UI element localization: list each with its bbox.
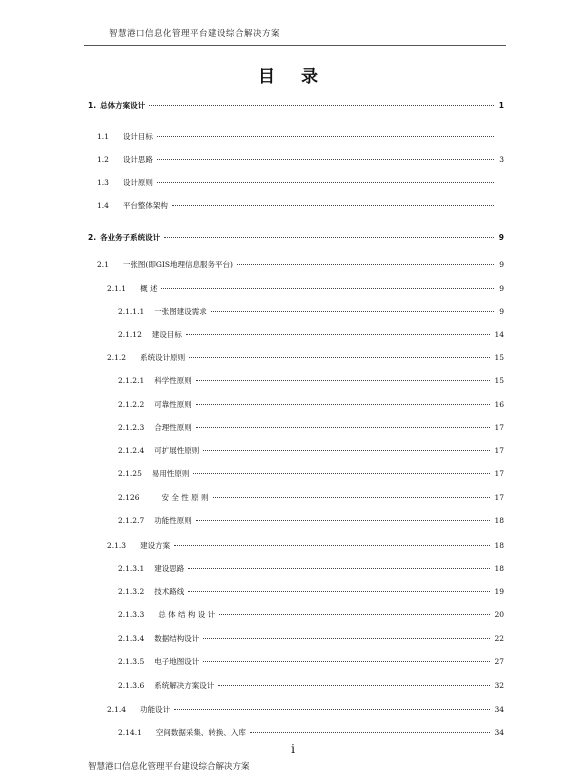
- toc-dot-leader: [203, 661, 490, 662]
- toc-entry-label: 概 述: [140, 284, 158, 293]
- toc-entry-label: 一张图建设需求: [154, 307, 207, 316]
- toc-entry-number: 2.14.1: [118, 728, 142, 737]
- toc-dot-leader: [218, 685, 490, 686]
- toc-entry-page: 3: [499, 155, 504, 164]
- toc-entry-label: 系统解决方案设计: [154, 681, 215, 690]
- toc-entry-page: 34: [494, 705, 504, 714]
- toc-dot-leader: [157, 136, 494, 137]
- toc-entry-label: 一张图(即GIS地理信息服务平台): [122, 260, 233, 269]
- toc-entry-number: 2.1.2.4: [118, 446, 145, 455]
- toc-entry[interactable]: [118, 516, 504, 526]
- toc-dot-leader: [186, 334, 491, 335]
- toc-entry-label: 建设目标: [151, 330, 182, 339]
- toc-entry-page: 19: [494, 587, 504, 596]
- toc-entry-number: 1.2: [97, 155, 109, 164]
- toc-dot-leader: [203, 450, 490, 451]
- toc-entry[interactable]: [118, 400, 504, 410]
- toc-entry-page: 15: [494, 353, 504, 362]
- toc-entry[interactable]: [118, 376, 504, 386]
- toc-entry[interactable]: [118, 469, 504, 479]
- toc-entry[interactable]: [118, 423, 504, 433]
- toc-entry-number: 2.1.3: [107, 541, 127, 550]
- toc-entry[interactable]: [118, 610, 504, 620]
- toc-entry-label: 总体方案设计: [100, 101, 146, 110]
- toc-entry-number: 2.1.1.1: [118, 307, 145, 316]
- toc-entry[interactable]: [97, 155, 504, 165]
- toc-entry-label: 电子地图设计: [154, 657, 200, 666]
- toc-entry-label: 总 体 结 构 设 计: [158, 610, 216, 619]
- toc-entry-number: 2.1.3.4: [118, 634, 145, 643]
- toc-entry[interactable]: [97, 132, 504, 142]
- toc-entry[interactable]: [118, 657, 504, 667]
- toc-entry-label: 功能性原则: [154, 516, 192, 525]
- toc-entry[interactable]: [107, 353, 504, 363]
- toc-entry[interactable]: [118, 493, 504, 503]
- toc-entry-number: 2.1.2: [107, 353, 127, 362]
- toc-entry-number: 2.1.3.1: [118, 564, 145, 573]
- toc-entry-page: 9: [499, 307, 504, 316]
- toc-entry-label: 系统设计原则: [140, 353, 186, 362]
- toc-entry-page: 18: [494, 564, 504, 573]
- toc-dot-leader: [250, 732, 491, 733]
- toc-entry-number: 1.3: [97, 178, 109, 187]
- toc-entry-number: 2.1.3.6: [118, 681, 145, 690]
- toc-entry-page: 9: [499, 284, 504, 293]
- toc-entry[interactable]: [118, 307, 504, 317]
- toc-dot-leader: [196, 380, 491, 381]
- toc-entry[interactable]: [118, 728, 504, 738]
- toc-entry-number: 1.1: [97, 132, 109, 141]
- toc-entry[interactable]: [97, 178, 504, 188]
- toc-entry-label: 设计思路: [122, 155, 153, 164]
- toc-dot-leader: [174, 709, 490, 710]
- toc-entry-number: 2.: [88, 233, 97, 242]
- toc-entry-page: 9: [498, 233, 504, 242]
- toc-entry-number: 2.1.12: [118, 330, 142, 339]
- toc-entry-page: 17: [494, 493, 504, 502]
- toc-entry-number: 1.4: [97, 201, 109, 210]
- toc-entry-page: 18: [494, 516, 504, 525]
- toc-entry-number: 2.1.3.2: [118, 587, 145, 596]
- toc-dot-leader: [164, 237, 494, 238]
- toc-dot-leader: [193, 473, 490, 474]
- toc-dot-leader: [161, 288, 494, 289]
- toc-dot-leader: [213, 497, 491, 498]
- toc-entry-page: 20: [494, 610, 504, 619]
- toc-entry-page: 17: [494, 423, 504, 432]
- toc-dot-leader: [157, 182, 494, 183]
- toc-entry-page: 18: [494, 541, 504, 550]
- toc-dot-leader: [196, 404, 491, 405]
- toc-dot-leader: [149, 105, 494, 106]
- toc-entry-page: 32: [494, 681, 504, 690]
- toc-entry-label: 平台整体架构: [122, 201, 168, 210]
- toc-entry-label: 易用性原则: [151, 469, 190, 478]
- toc-entry-label: 设计原则: [122, 178, 153, 187]
- toc-dot-leader: [219, 614, 490, 615]
- toc-entry[interactable]: [118, 564, 504, 574]
- toc-entry-page: 14: [494, 330, 504, 339]
- toc-entry-page: 27: [494, 657, 504, 666]
- toc-entry-page: 34: [494, 728, 504, 737]
- toc-entry[interactable]: [97, 201, 504, 211]
- toc-entry-label: 可靠性原则: [154, 400, 192, 409]
- toc-entry[interactable]: [118, 634, 504, 644]
- running-footer: 智慧港口信息化管理平台建设综合解决方案: [88, 762, 250, 772]
- page-number: i: [291, 742, 295, 756]
- toc-entry-number: 2.1.1: [107, 284, 127, 293]
- toc-entry-number: 2.1.2.3: [118, 423, 145, 432]
- toc-entry-label: 建设方案: [140, 541, 171, 550]
- toc-entry-label: 可扩展性原则: [154, 446, 200, 455]
- toc-entry-label: 建设思路: [154, 564, 185, 573]
- toc-entry-number: 2.1.2.7: [118, 516, 145, 525]
- toc-entry-page: 17: [494, 446, 504, 455]
- toc-entry-label: 设计目标: [122, 132, 153, 141]
- toc-entry-page: 1: [498, 101, 504, 110]
- toc-entry-number: 2.1.2.1: [118, 376, 145, 385]
- toc-dot-leader: [196, 520, 491, 521]
- toc-entry-label: 功能设计: [140, 705, 171, 714]
- toc-entry-page: 9: [499, 260, 504, 269]
- toc-dot-leader: [188, 591, 490, 592]
- toc-entry[interactable]: [118, 446, 504, 456]
- toc-entry-number: 2.1.4: [107, 705, 127, 714]
- toc-entry-page: 16: [494, 400, 504, 409]
- toc-entry-page: 22: [494, 634, 504, 643]
- toc-entry-label: 数据结构设计: [154, 634, 200, 643]
- toc-entry[interactable]: [97, 260, 504, 270]
- toc-dot-leader: [174, 545, 490, 546]
- toc-entry-page: 17: [494, 469, 504, 478]
- toc-entry-label: 技术路线: [154, 587, 185, 596]
- toc-entry-number: 2.1.3.3: [118, 610, 145, 619]
- toc-entry-number: 2.1.25: [118, 469, 142, 478]
- toc-dot-leader: [211, 311, 494, 312]
- toc-entry-label: 各业务子系统设计: [100, 233, 161, 242]
- toc-entry[interactable]: [107, 284, 504, 294]
- running-header: 智慧港口信息化管理平台建设综合解决方案: [109, 29, 281, 39]
- toc-entry[interactable]: [118, 587, 504, 597]
- toc-entry-page: 15: [494, 376, 504, 385]
- toc-entry-number: 2.1: [97, 260, 109, 269]
- toc-dot-leader: [188, 568, 490, 569]
- toc-dot-leader: [237, 264, 494, 265]
- toc-entry[interactable]: [88, 233, 504, 243]
- toc-entry[interactable]: [88, 101, 504, 111]
- page-title: 目 录: [258, 67, 328, 87]
- toc-entry-label: 空间数据采集、转换、入库: [155, 728, 246, 737]
- toc-dot-leader: [203, 638, 490, 639]
- toc-entry[interactable]: [118, 681, 504, 691]
- toc-entry-label: 科学性原则: [154, 376, 192, 385]
- toc-entry[interactable]: [107, 541, 504, 551]
- toc-dot-leader: [157, 159, 494, 160]
- toc-entry-label: 合理性原则: [154, 423, 192, 432]
- toc-entry-number: 2.126: [118, 493, 140, 502]
- toc-entry-label: 安 全 性 原 则: [161, 493, 209, 502]
- toc-entry[interactable]: [107, 705, 504, 715]
- toc-entry[interactable]: [118, 330, 504, 340]
- toc-entry-number: 2.1.2.2: [118, 400, 145, 409]
- toc-entry-number: 1.: [88, 101, 97, 110]
- toc-dot-leader: [172, 205, 494, 206]
- toc-entry-number: 2.1.3.5: [118, 657, 145, 666]
- toc-dot-leader: [189, 357, 490, 358]
- toc-dot-leader: [196, 427, 491, 428]
